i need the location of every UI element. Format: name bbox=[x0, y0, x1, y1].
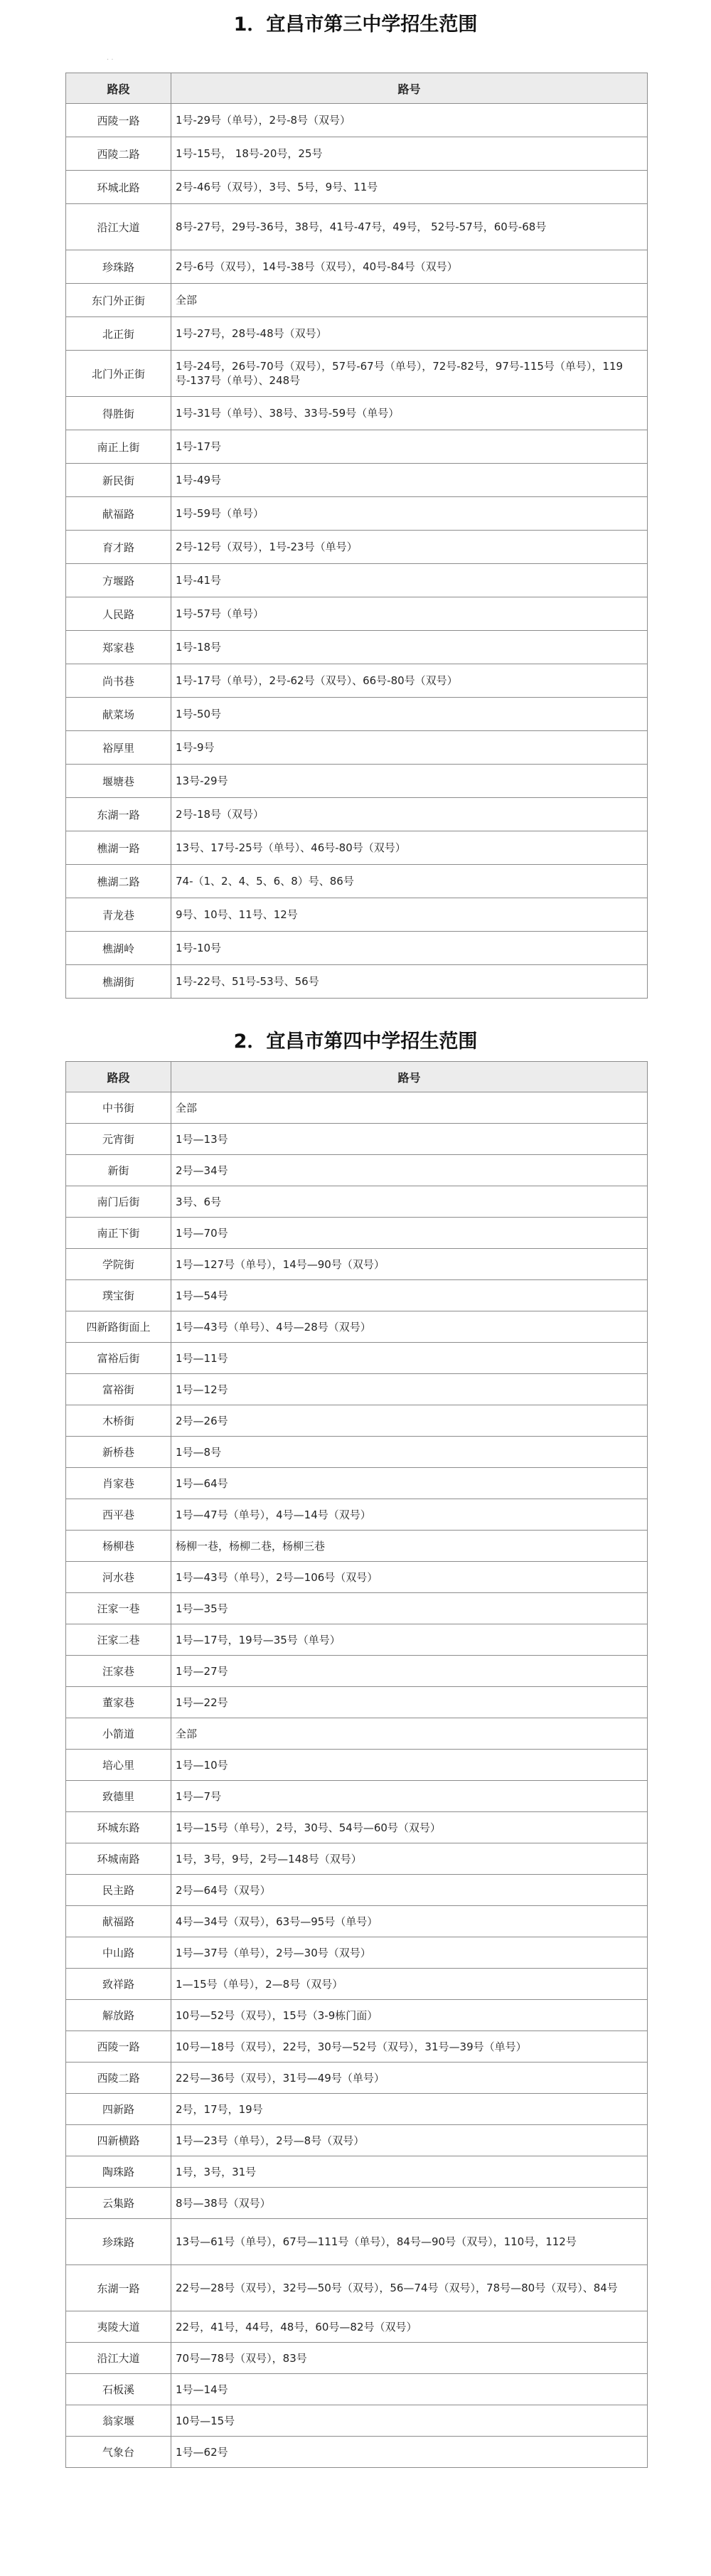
table-row bbox=[66, 831, 648, 865]
road-number-cell: 1号-17号 bbox=[171, 430, 648, 464]
road-number-cell: 1号-59号（单号） bbox=[171, 497, 648, 531]
section2-table-body bbox=[66, 1092, 648, 2468]
road-name-cell: 陶珠路 bbox=[66, 2156, 171, 2188]
header-road: 路段 bbox=[66, 1062, 171, 1092]
road-name-cell: 翁家堰 bbox=[66, 2405, 171, 2437]
road-number-cell: 1号-27号，28号-48号（双号） bbox=[171, 317, 648, 351]
road-name-cell: 裕厚里 bbox=[66, 731, 171, 765]
road-name-cell: 北正街 bbox=[66, 317, 171, 351]
road-number-cell: 1号-22号、51号-53号、56号 bbox=[171, 965, 648, 999]
header-number: 路号 bbox=[171, 73, 648, 104]
table-row bbox=[66, 1531, 648, 1562]
table-row bbox=[66, 2125, 648, 2156]
table-row bbox=[66, 1155, 648, 1186]
road-number-cell: 1号—64号 bbox=[171, 1468, 648, 1499]
table-row bbox=[66, 1437, 648, 1468]
table-row bbox=[66, 2437, 648, 2468]
road-name-cell: 环城东路 bbox=[66, 1812, 171, 1843]
road-number-cell: 1号-41号 bbox=[171, 564, 648, 597]
table-row bbox=[66, 1812, 648, 1843]
header-road: 路段 bbox=[66, 73, 171, 104]
table-row bbox=[66, 1124, 648, 1155]
road-name-cell: 育才路 bbox=[66, 531, 171, 564]
road-number-cell: 1号—7号 bbox=[171, 1781, 648, 1812]
road-number-cell: 1号—14号 bbox=[171, 2374, 648, 2405]
table-row bbox=[66, 898, 648, 932]
section2-title: 2．宜昌市第四中学招生范围 bbox=[233, 1031, 478, 1053]
road-name-cell: 解放路 bbox=[66, 2000, 171, 2031]
table-row bbox=[66, 1718, 648, 1750]
table-row bbox=[66, 171, 648, 204]
road-number-cell: 8号—38号（双号） bbox=[171, 2188, 648, 2219]
road-name-cell: 汪家二巷 bbox=[66, 1624, 171, 1656]
road-number-cell: 1号-29号（单号），2号-8号（双号） bbox=[171, 104, 648, 137]
road-name-cell: 气象台 bbox=[66, 2437, 171, 2468]
road-name-cell: 樵湖街 bbox=[66, 965, 171, 999]
table-row bbox=[66, 531, 648, 564]
road-number-cell: 全部 bbox=[171, 284, 648, 317]
road-number-cell: 1号—11号 bbox=[171, 1343, 648, 1374]
table-row bbox=[66, 137, 648, 171]
road-name-cell: 郑家巷 bbox=[66, 631, 171, 664]
road-number-cell: 2号-18号（双号） bbox=[171, 798, 648, 831]
road-name-cell: 南门后街 bbox=[66, 1186, 171, 1218]
road-name-cell: 四新路 bbox=[66, 2094, 171, 2125]
road-number-cell: 1号—22号 bbox=[171, 1687, 648, 1718]
table-row bbox=[66, 1562, 648, 1593]
road-name-cell: 新桥巷 bbox=[66, 1437, 171, 1468]
road-name-cell: 新民街 bbox=[66, 464, 171, 497]
table-row bbox=[66, 631, 648, 664]
road-number-cell: 2号，17号，19号 bbox=[171, 2094, 648, 2125]
table-row bbox=[66, 2219, 648, 2265]
road-name-cell: 小箭道 bbox=[66, 1718, 171, 1750]
table-row bbox=[66, 2405, 648, 2437]
table-row bbox=[66, 317, 648, 351]
table-row bbox=[66, 1593, 648, 1624]
road-name-cell: 民主路 bbox=[66, 1875, 171, 1906]
road-number-cell: 13号-29号 bbox=[171, 765, 648, 798]
table-row bbox=[66, 1499, 648, 1531]
road-number-cell: 1号，3号，9号，2号—148号（双号） bbox=[171, 1843, 648, 1875]
road-name-cell: 西陵一路 bbox=[66, 2031, 171, 2063]
road-name-cell: 献菜场 bbox=[66, 698, 171, 731]
road-number-cell: 1号-49号 bbox=[171, 464, 648, 497]
table-row bbox=[66, 731, 648, 765]
road-number-cell: 10号—18号（双号），22号，30号—52号（双号），31号—39号（单号） bbox=[171, 2031, 648, 2063]
road-number-cell: 1号—23号（单号），2号—8号（双号） bbox=[171, 2125, 648, 2156]
road-name-cell: 致德里 bbox=[66, 1781, 171, 1812]
road-number-cell: 22号—36号（双号），31号—49号（单号） bbox=[171, 2063, 648, 2094]
road-number-cell: 1号—35号 bbox=[171, 1593, 648, 1624]
table-row bbox=[66, 1280, 648, 1311]
table-row bbox=[66, 1092, 648, 1124]
table-row bbox=[66, 2094, 648, 2125]
road-number-cell: 1号-18号 bbox=[171, 631, 648, 664]
table-row bbox=[66, 1468, 648, 1499]
table-row bbox=[66, 464, 648, 497]
road-name-cell: 中山路 bbox=[66, 1937, 171, 1969]
road-number-cell: 10号—52号（双号），15号（3-9栋门面） bbox=[171, 2000, 648, 2031]
table-row bbox=[66, 2000, 648, 2031]
table-header-row bbox=[66, 1062, 648, 1092]
road-name-cell: 东湖一路 bbox=[66, 2265, 171, 2311]
table-row bbox=[66, 1687, 648, 1718]
road-number-cell: 1号-31号（单号）、38号、33号-59号（单号） bbox=[171, 397, 648, 430]
section2-table bbox=[65, 1061, 648, 2468]
table-row bbox=[66, 497, 648, 531]
road-name-cell: 汪家巷 bbox=[66, 1656, 171, 1687]
road-name-cell: 环城南路 bbox=[66, 1843, 171, 1875]
road-name-cell: 杨柳巷 bbox=[66, 1531, 171, 1562]
road-number-cell: 1号—12号 bbox=[171, 1374, 648, 1405]
road-number-cell: 4号—34号（双号），63号—95号（单号） bbox=[171, 1906, 648, 1937]
road-name-cell: 西陵二路 bbox=[66, 2063, 171, 2094]
road-number-cell: 1号—37号（单号），2号—30号（双号） bbox=[171, 1937, 648, 1969]
table-row bbox=[66, 2063, 648, 2094]
header-number: 路号 bbox=[171, 1062, 648, 1092]
table-row bbox=[66, 1875, 648, 1906]
road-number-cell: 3号、6号 bbox=[171, 1186, 648, 1218]
table-row bbox=[66, 932, 648, 965]
road-name-cell: 富裕街 bbox=[66, 1374, 171, 1405]
road-name-cell: 致祥路 bbox=[66, 1969, 171, 2000]
road-name-cell: 北门外正街 bbox=[66, 351, 171, 397]
road-name-cell: 沿江大道 bbox=[66, 2343, 171, 2374]
road-number-cell: 1号—8号 bbox=[171, 1437, 648, 1468]
road-number-cell: 2号-46号（双号），3号、5号，9号、11号 bbox=[171, 171, 648, 204]
road-name-cell: 堰塘巷 bbox=[66, 765, 171, 798]
section1-table-body bbox=[66, 104, 648, 999]
table-row bbox=[66, 2188, 648, 2219]
table-row bbox=[66, 1218, 648, 1249]
road-number-cell: 1号—10号 bbox=[171, 1750, 648, 1781]
decorative-dots: · · bbox=[107, 56, 114, 64]
table-row bbox=[66, 250, 648, 284]
road-name-cell: 学院街 bbox=[66, 1249, 171, 1280]
table-row bbox=[66, 1311, 648, 1343]
road-name-cell: 富裕后街 bbox=[66, 1343, 171, 1374]
road-name-cell: 青龙巷 bbox=[66, 898, 171, 932]
road-number-cell: 1—15号（单号），2—8号（双号） bbox=[171, 1969, 648, 2000]
road-number-cell: 2号—64号（双号） bbox=[171, 1875, 648, 1906]
road-number-cell: 1号-50号 bbox=[171, 698, 648, 731]
road-number-cell: 2号-12号（双号），1号-23号（单号） bbox=[171, 531, 648, 564]
table-row bbox=[66, 1656, 648, 1687]
road-name-cell: 珍珠路 bbox=[66, 250, 171, 284]
table-row bbox=[66, 2265, 648, 2311]
road-name-cell: 培心里 bbox=[66, 1750, 171, 1781]
road-name-cell: 樵湖一路 bbox=[66, 831, 171, 865]
road-name-cell: 汪家一巷 bbox=[66, 1593, 171, 1624]
table-row bbox=[66, 798, 648, 831]
table-row bbox=[66, 664, 648, 698]
road-number-cell: 2号—34号 bbox=[171, 1155, 648, 1186]
table-row bbox=[66, 430, 648, 464]
table-row bbox=[66, 2031, 648, 2063]
road-name-cell: 璞宝街 bbox=[66, 1280, 171, 1311]
table-row bbox=[66, 204, 648, 250]
table-row bbox=[66, 284, 648, 317]
road-number-cell: 全部 bbox=[171, 1718, 648, 1750]
table-row bbox=[66, 698, 648, 731]
section1-title: 1．宜昌市第三中学招生范围 bbox=[233, 14, 478, 36]
road-number-cell: 1号—43号（单号）、4号—28号（双号） bbox=[171, 1311, 648, 1343]
road-number-cell: 杨柳一巷，杨柳二巷，杨柳三巷 bbox=[171, 1531, 648, 1562]
road-number-cell: 2号-6号（双号），14号-38号（双号），40号-84号（双号） bbox=[171, 250, 648, 284]
table-row bbox=[66, 1186, 648, 1218]
table-row bbox=[66, 765, 648, 798]
road-number-cell: 1号-15号， 18号-20号，25号 bbox=[171, 137, 648, 171]
table-row bbox=[66, 2374, 648, 2405]
road-name-cell: 南正上街 bbox=[66, 430, 171, 464]
road-name-cell: 樵湖二路 bbox=[66, 865, 171, 898]
road-number-cell: 13号—61号（单号），67号—111号（单号），84号—90号（双号），110号，112号 bbox=[171, 2219, 648, 2265]
table-row bbox=[66, 1969, 648, 2000]
road-number-cell: 1号—62号 bbox=[171, 2437, 648, 2468]
road-name-cell: 东门外正街 bbox=[66, 284, 171, 317]
table-row bbox=[66, 1906, 648, 1937]
road-number-cell: 22号，41号，44号，48号，60号—82号（双号） bbox=[171, 2311, 648, 2343]
road-number-cell: 22号—28号（双号），32号—50号（双号），56—74号（双号），78号—80号（双号）、84号 bbox=[171, 2265, 648, 2311]
road-number-cell: 全部 bbox=[171, 1092, 648, 1124]
road-number-cell: 1号—13号 bbox=[171, 1124, 648, 1155]
road-name-cell: 人民路 bbox=[66, 597, 171, 631]
road-name-cell: 沿江大道 bbox=[66, 204, 171, 250]
road-name-cell: 董家巷 bbox=[66, 1687, 171, 1718]
road-number-cell: 1号—47号（单号），4号—14号（双号） bbox=[171, 1499, 648, 1531]
table-row bbox=[66, 865, 648, 898]
road-name-cell: 西陵一路 bbox=[66, 104, 171, 137]
table-row bbox=[66, 104, 648, 137]
road-name-cell: 中书街 bbox=[66, 1092, 171, 1124]
road-name-cell: 东湖一路 bbox=[66, 798, 171, 831]
road-name-cell: 云集路 bbox=[66, 2188, 171, 2219]
road-number-cell: 74-（1、2、4、5、6、8）号、86号 bbox=[171, 865, 648, 898]
road-number-cell: 10号—15号 bbox=[171, 2405, 648, 2437]
road-number-cell: 1号—43号（单号），2号—106号（双号） bbox=[171, 1562, 648, 1593]
road-name-cell: 方堰路 bbox=[66, 564, 171, 597]
table-row bbox=[66, 2343, 648, 2374]
road-name-cell: 木桥街 bbox=[66, 1405, 171, 1437]
road-number-cell: 1号-9号 bbox=[171, 731, 648, 765]
road-name-cell: 献福路 bbox=[66, 497, 171, 531]
road-name-cell: 四新路街面上 bbox=[66, 1311, 171, 1343]
road-number-cell: 1号-57号（单号） bbox=[171, 597, 648, 631]
table-row bbox=[66, 397, 648, 430]
road-name-cell: 珍珠路 bbox=[66, 2219, 171, 2265]
table-row bbox=[66, 351, 648, 397]
road-name-cell: 四新横路 bbox=[66, 2125, 171, 2156]
road-number-cell: 13号、17号-25号（单号）、46号-80号（双号） bbox=[171, 831, 648, 865]
table-row bbox=[66, 1249, 648, 1280]
road-name-cell: 樵湖岭 bbox=[66, 932, 171, 965]
road-number-cell: 1号—17号，19号—35号（单号） bbox=[171, 1624, 648, 1656]
road-name-cell: 元宵街 bbox=[66, 1124, 171, 1155]
table-row bbox=[66, 965, 648, 999]
table-row bbox=[66, 1843, 648, 1875]
road-name-cell: 尚书巷 bbox=[66, 664, 171, 698]
section1-table bbox=[65, 73, 648, 999]
road-name-cell: 西平巷 bbox=[66, 1499, 171, 1531]
road-name-cell: 肖家巷 bbox=[66, 1468, 171, 1499]
road-name-cell: 夷陵大道 bbox=[66, 2311, 171, 2343]
table-row bbox=[66, 1781, 648, 1812]
road-number-cell: 1号—15号（单号），2号，30号、54号—60号（双号） bbox=[171, 1812, 648, 1843]
road-name-cell: 环城北路 bbox=[66, 171, 171, 204]
road-number-cell: 2号—26号 bbox=[171, 1405, 648, 1437]
road-number-cell: 1号—70号 bbox=[171, 1218, 648, 1249]
road-number-cell: 1号—54号 bbox=[171, 1280, 648, 1311]
road-name-cell: 献福路 bbox=[66, 1906, 171, 1937]
road-name-cell: 石板溪 bbox=[66, 2374, 171, 2405]
table-row bbox=[66, 1405, 648, 1437]
road-number-cell: 1号，3号，31号 bbox=[171, 2156, 648, 2188]
table-row bbox=[66, 1624, 648, 1656]
table-row bbox=[66, 597, 648, 631]
table-row bbox=[66, 2156, 648, 2188]
table-header-row bbox=[66, 73, 648, 104]
road-number-cell: 1号-10号 bbox=[171, 932, 648, 965]
road-name-cell: 西陵二路 bbox=[66, 137, 171, 171]
table-row bbox=[66, 2311, 648, 2343]
road-number-cell: 1号-24号，26号-70号（双号），57号-67号（单号），72号-82号，97号-115号（单号），119号-137号（单号）、248号 bbox=[171, 351, 648, 397]
table-row bbox=[66, 1374, 648, 1405]
road-number-cell: 1号—27号 bbox=[171, 1656, 648, 1687]
road-number-cell: 1号-17号（单号），2号-62号（双号）、66号-80号（双号） bbox=[171, 664, 648, 698]
table-row bbox=[66, 564, 648, 597]
table-row bbox=[66, 1937, 648, 1969]
table-row bbox=[66, 1343, 648, 1374]
road-number-cell: 1号—127号（单号），14号—90号（双号） bbox=[171, 1249, 648, 1280]
road-number-cell: 9号、10号、11号、12号 bbox=[171, 898, 648, 932]
table-row bbox=[66, 1750, 648, 1781]
road-name-cell: 南正下街 bbox=[66, 1218, 171, 1249]
road-name-cell: 河水巷 bbox=[66, 1562, 171, 1593]
road-name-cell: 得胜街 bbox=[66, 397, 171, 430]
road-number-cell: 8号-27号，29号-36号，38号，41号-47号，49号， 52号-57号，60号-68号 bbox=[171, 204, 648, 250]
road-number-cell: 70号—78号（双号），83号 bbox=[171, 2343, 648, 2374]
road-name-cell: 新街 bbox=[66, 1155, 171, 1186]
